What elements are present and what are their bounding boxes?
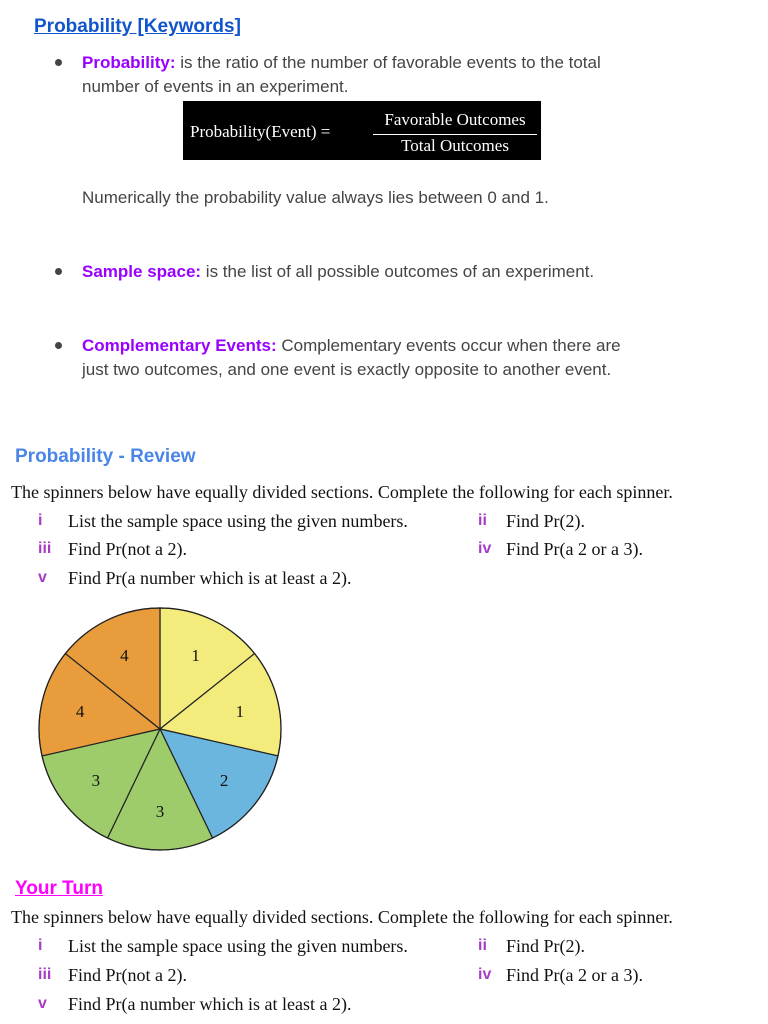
turn-task-ii-num: ii	[478, 937, 487, 954]
review-task-ii-text: Find Pr(2).	[506, 511, 586, 531]
bullet-probability	[55, 59, 62, 66]
complementary-line1: Complementary events occur when there are	[276, 336, 621, 355]
spinner-label-3: 2	[219, 771, 229, 791]
formula-denominator: Total Outcomes	[401, 136, 509, 155]
bullet-complementary	[55, 342, 62, 349]
review-heading: Probability - Review	[15, 446, 196, 467]
probability-line2: number of events in an experiment.	[82, 77, 349, 96]
turn-task-iv-num: iv	[478, 966, 492, 983]
review-task-i-text: List the sample space using the given numbers.	[68, 511, 408, 531]
spinner-label-4: 3	[155, 802, 165, 821]
range-note: Numerically the probability value always lies between 0 and 1.	[82, 188, 549, 207]
spinner-label-2: 1	[235, 701, 245, 721]
complementary-line2: just two outcomes, and one event is exactly opposite to another event.	[82, 360, 612, 379]
review-task-v-num: v	[38, 569, 47, 586]
turn-task-iii-text: Find Pr(not a 2).	[68, 965, 187, 985]
turn-task-i-num: i	[38, 937, 43, 954]
complementary-term: Complementary Events:	[82, 336, 277, 355]
review-task-iv-text: Find Pr(a 2 or a 3).	[506, 539, 643, 559]
probability-definition	[82, 51, 722, 99]
sample-space-term: Sample space:	[82, 262, 202, 281]
formula-lhs: Probability(Event) =	[190, 122, 331, 141]
sample-space-text: is the list of all possible outcomes of an experiment.	[201, 262, 595, 281]
turn-task-v-num: v	[38, 995, 47, 1012]
your-turn-heading: Your Turn	[15, 878, 103, 899]
your-turn-intro: The spinners below have equally divided sections. Complete the following for each spinner.	[11, 907, 673, 927]
keywords-heading: Probability [Keywords]	[34, 16, 241, 37]
complementary-definition	[82, 334, 722, 382]
review-task-iv-num: iv	[478, 540, 492, 557]
review-task-v-text: Find Pr(a number which is at least a 2).	[68, 568, 352, 588]
turn-task-v-text: Find Pr(a number which is at least a 2).	[68, 994, 352, 1014]
review-task-ii-num: ii	[478, 512, 487, 529]
review-task-iii-text: Find Pr(not a 2).	[68, 539, 187, 559]
turn-task-i-text: List the sample space using the given numbers.	[68, 936, 408, 956]
spinner-label-5: 3	[91, 771, 101, 791]
probability-term: Probability:	[82, 53, 176, 72]
formula-numerator: Favorable Outcomes	[384, 110, 526, 129]
review-task-iii-num: iii	[38, 540, 52, 557]
probability-formula	[183, 101, 541, 160]
spinner	[30, 600, 290, 860]
turn-task-iv-text: Find Pr(a 2 or a 3).	[506, 965, 643, 985]
review-task-i-num: i	[38, 512, 43, 529]
bullet-sample-space	[55, 268, 62, 275]
review-intro: The spinners below have equally divided sections. Complete the following for each spinner.	[11, 482, 673, 502]
formula-fraction-bar	[373, 134, 537, 135]
spinner-label-6: 4	[75, 701, 85, 721]
spinner-label-7: 4	[120, 646, 129, 666]
sample-space-definition	[82, 260, 722, 284]
turn-task-ii-text: Find Pr(2).	[506, 936, 586, 956]
spinner-label-1: 1	[191, 646, 200, 666]
probability-line1: is the ratio of the number of favorable events to the total	[175, 53, 601, 72]
turn-task-iii-num: iii	[38, 966, 52, 983]
